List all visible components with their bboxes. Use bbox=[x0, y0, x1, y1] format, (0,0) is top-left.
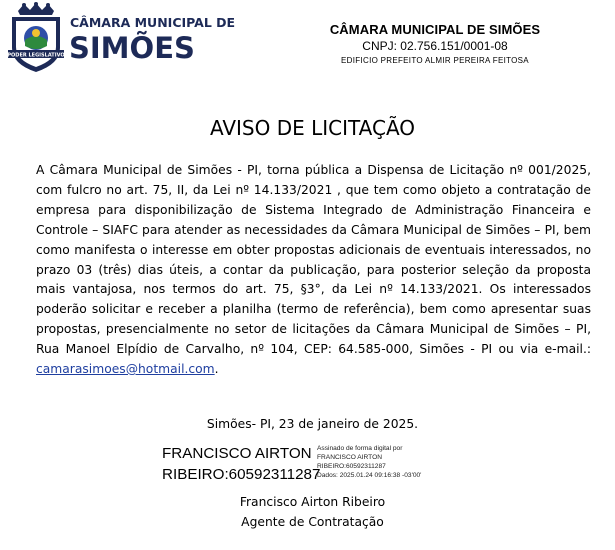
email-suffix: . bbox=[214, 362, 219, 377]
header-info bbox=[300, 22, 570, 65]
notice-title: AVISO DE LICITAÇÃO bbox=[209, 116, 416, 140]
digital-signature-line2: FRANCISCO AIRTON bbox=[317, 454, 382, 461]
digital-signature-line4: Dados: 2025.01.24 09:16:38 -03'00' bbox=[317, 472, 422, 479]
signature-name-line2: RIBEIRO:60592311287 bbox=[162, 466, 321, 483]
header-title: CÂMARA MUNICIPAL DE SIMÕES bbox=[329, 22, 541, 37]
signer-name: Francisco Airton Ribeiro bbox=[239, 495, 386, 509]
camara-logo bbox=[6, 2, 246, 76]
digital-signature-line3: RIBEIRO:60592311287 bbox=[317, 463, 386, 470]
notice-date: Simões- PI, 23 de janeiro de 2025. bbox=[206, 417, 419, 431]
email-link[interactable]: camarasimoes@hotmail.com bbox=[36, 362, 215, 377]
digital-signature-line1: Assinado de forma digital por bbox=[317, 445, 403, 452]
notice-body bbox=[36, 161, 591, 380]
signature-name bbox=[162, 443, 321, 485]
legislative-seal-icon bbox=[7, 2, 64, 72]
notice-body-text: A Câmara Municipal de Simões - PI, torna pública a Dispensa de Licitação nº 001/2025, com fulcro no art. 75, II, da Lei nº 14.133/2021 , que tem como objeto a contratação de empresa para disponibilização de Sistema Integrado de Administração Financeira e Controle – SIAFC para atender as necessidades da Câmara Municipal de Simões – PI, bem como manifesta o interesse em obter propostas adicionais de eventuais interessados, no prazo 03 (três) dias úteis, a contar da publicação, para posterior seleção da proposta mais vantajosa, nos termos do art. 75, §3°, da Lei nº 14.133/2021. Os interessados poderão solicitar e receber a planilha (termo de referência), bem como apresentar suas propostas, presencialmente no setor de licitações da Câmara Municipal de Simões – PI, Rua Manoel Elpídio de Carvalho, nº 104, CEP: 64.585-000, Simões - PI ou via e-mail.: bbox=[36, 163, 591, 357]
header-address: EDIFICIO PREFEITO ALMIR PEREIRA FEITOSA bbox=[341, 56, 529, 65]
header-cnpj: CNPJ: 02.756.151/0001-08 bbox=[362, 39, 508, 53]
signer-role: Agente de Contratação bbox=[241, 515, 384, 529]
digital-signature-details bbox=[314, 444, 467, 480]
signature-name-line1: FRANCISCO AIRTON bbox=[162, 445, 312, 462]
signer-block bbox=[0, 492, 615, 532]
logo-title: CÂMARA MUNICIPAL DE bbox=[70, 15, 236, 30]
seal-text: PODER LEGISLATIVO bbox=[7, 52, 65, 59]
logo-city: SIMÕES bbox=[69, 31, 195, 65]
